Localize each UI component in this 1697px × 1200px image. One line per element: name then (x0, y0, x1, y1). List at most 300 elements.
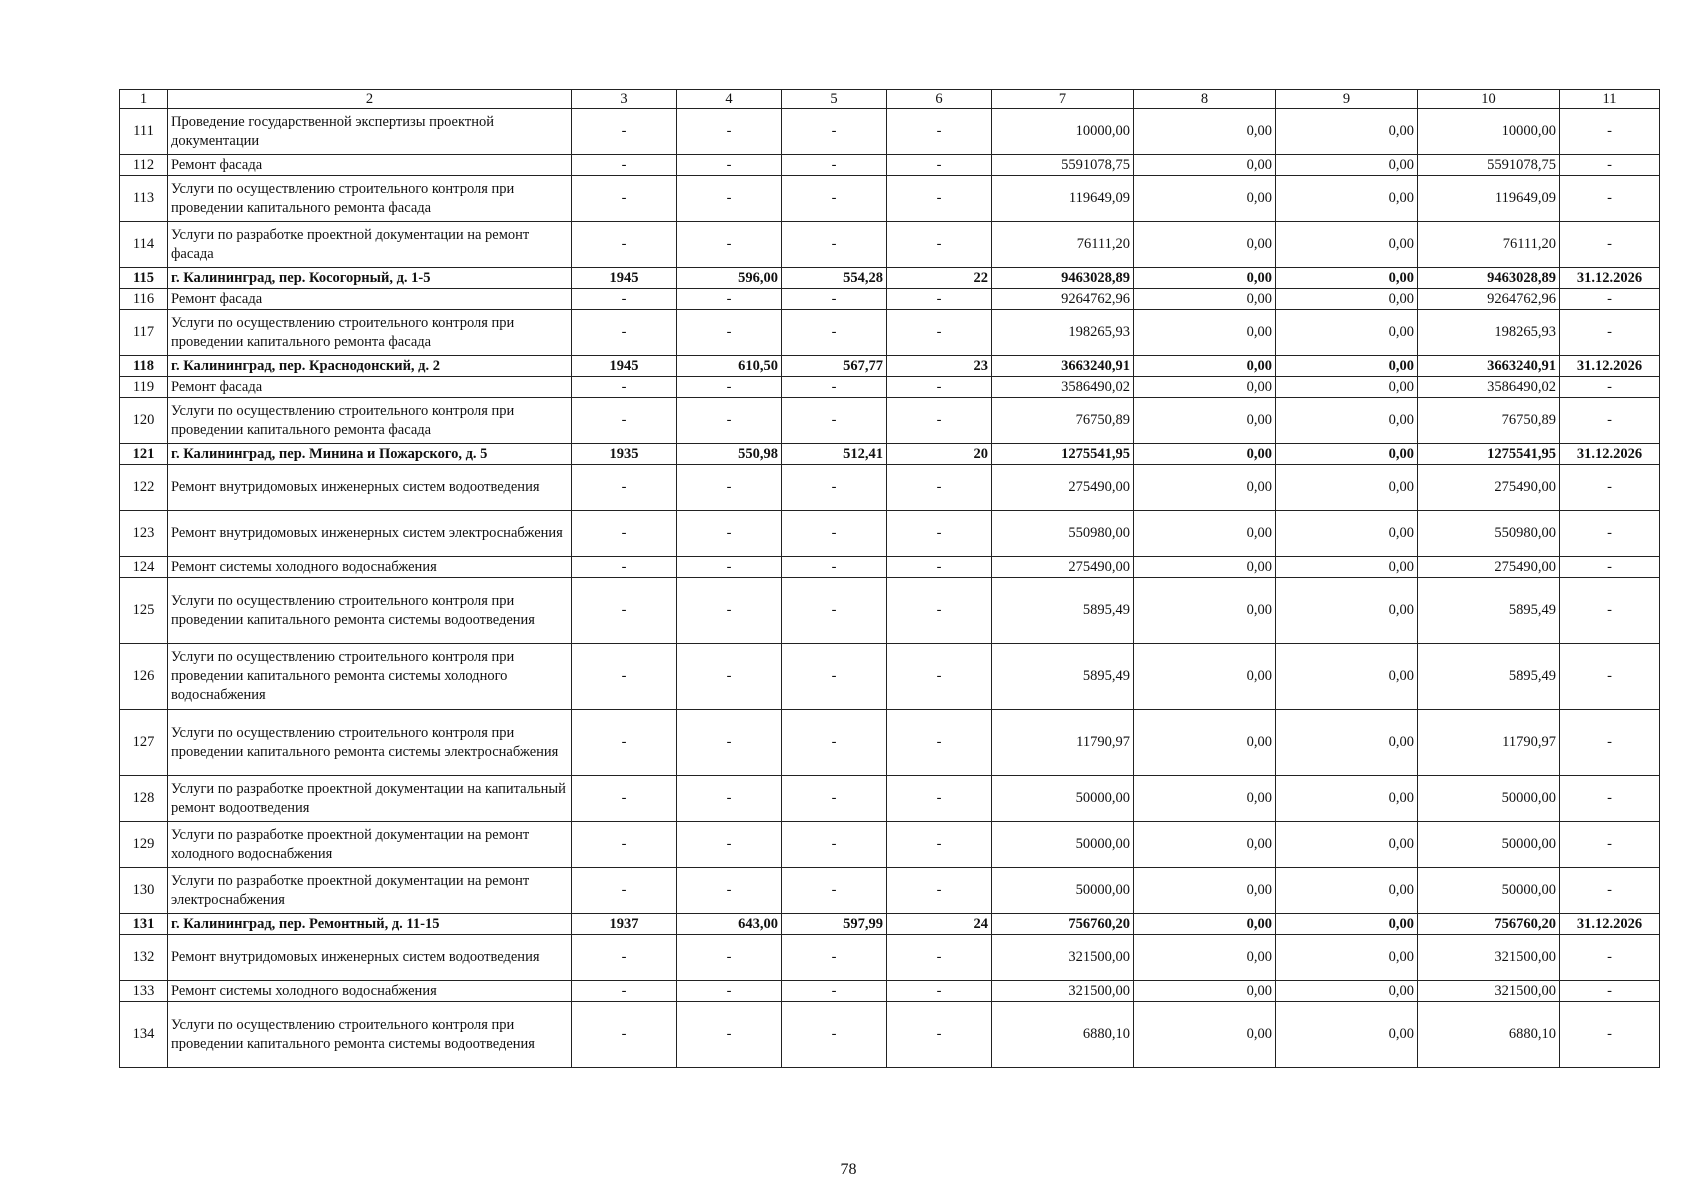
residents-cell: - (887, 644, 992, 710)
cost-cell: 0,00 (1134, 398, 1276, 444)
cost-cell: 0,00 (1134, 935, 1276, 981)
residents-cell: - (887, 557, 992, 578)
table-row (120, 914, 1660, 935)
living-area-cell: - (782, 398, 887, 444)
living-area-cell: - (782, 155, 887, 176)
completion-date-cell: - (1560, 981, 1660, 1002)
page-number: 78 (840, 1161, 857, 1178)
fund-cost-cell: 76750,89 (1418, 398, 1560, 444)
total-area-cell: - (677, 644, 782, 710)
year-cell: 1935 (572, 444, 677, 465)
cost-cell: 0,00 (1134, 557, 1276, 578)
work-description-cell: Услуги по осуществлению строительного контроля при проведении капитального ремонта системы холодного водоснабжения (168, 644, 572, 710)
living-area-cell: 597,99 (782, 914, 887, 935)
residents-cell: - (887, 465, 992, 511)
cost-cell: 0,00 (1134, 822, 1276, 868)
year-cell: - (572, 868, 677, 914)
year-cell: 1945 (572, 356, 677, 377)
fund-cost-cell: 76111,20 (1418, 222, 1560, 268)
total-cost-cell: 9264762,96 (992, 289, 1134, 310)
fund-cost-cell: 321500,00 (1418, 981, 1560, 1002)
completion-date-cell: - (1560, 398, 1660, 444)
year-cell: - (572, 710, 677, 776)
living-area-cell: - (782, 776, 887, 822)
fund-cost-cell: 9463028,89 (1418, 268, 1560, 289)
cost-cell: 0,00 (1276, 511, 1418, 557)
living-area-cell: - (782, 109, 887, 155)
cost-cell: 0,00 (1276, 310, 1418, 356)
total-area-cell: - (677, 822, 782, 868)
residents-cell: - (887, 578, 992, 644)
completion-date-cell: - (1560, 935, 1660, 981)
living-area-cell: - (782, 289, 887, 310)
work-description-cell: Проведение государственной экспертизы проектной документации (168, 109, 572, 155)
cost-cell: 0,00 (1134, 465, 1276, 511)
cost-cell: 0,00 (1276, 289, 1418, 310)
cost-cell: 0,00 (1134, 176, 1276, 222)
total-cost-cell: 76750,89 (992, 398, 1134, 444)
header-cell: 6 (887, 90, 992, 109)
cost-cell: 0,00 (1276, 935, 1418, 981)
year-cell: - (572, 222, 677, 268)
fund-cost-cell: 5591078,75 (1418, 155, 1560, 176)
cost-cell: 0,00 (1134, 444, 1276, 465)
year-cell: - (572, 981, 677, 1002)
header-cell: 11 (1560, 90, 1660, 109)
row-number-cell: 132 (120, 935, 168, 981)
cost-cell: 0,00 (1276, 557, 1418, 578)
living-area-cell: - (782, 822, 887, 868)
cost-cell: 0,00 (1134, 644, 1276, 710)
year-cell: - (572, 557, 677, 578)
fund-cost-cell: 275490,00 (1418, 465, 1560, 511)
total-cost-cell: 321500,00 (992, 981, 1134, 1002)
residents-cell: - (887, 868, 992, 914)
total-area-cell: 596,00 (677, 268, 782, 289)
table-row (120, 644, 1660, 710)
residents-cell: - (887, 222, 992, 268)
row-number-cell: 131 (120, 914, 168, 935)
total-cost-cell: 5591078,75 (992, 155, 1134, 176)
cost-cell: 0,00 (1276, 109, 1418, 155)
row-number-cell: 114 (120, 222, 168, 268)
header-cell: 8 (1134, 90, 1276, 109)
living-area-cell: - (782, 935, 887, 981)
total-area-cell: - (677, 776, 782, 822)
row-number-cell: 118 (120, 356, 168, 377)
work-description-cell: г. Калининград, пер. Косогорный, д. 1-5 (168, 268, 572, 289)
total-cost-cell: 119649,09 (992, 176, 1134, 222)
work-description-cell: Ремонт системы холодного водоснабжения (168, 981, 572, 1002)
row-number-cell: 127 (120, 710, 168, 776)
residents-cell: - (887, 289, 992, 310)
row-number-cell: 119 (120, 377, 168, 398)
total-cost-cell: 275490,00 (992, 557, 1134, 578)
fund-cost-cell: 50000,00 (1418, 868, 1560, 914)
work-description-cell: Услуги по разработке проектной документации на капитальный ремонт водоотведения (168, 776, 572, 822)
cost-cell: 0,00 (1276, 914, 1418, 935)
work-description-cell: Услуги по разработке проектной документации на ремонт фасада (168, 222, 572, 268)
fund-cost-cell: 5895,49 (1418, 644, 1560, 710)
repair-schedule-table (119, 89, 1660, 1068)
table-row (120, 1002, 1660, 1068)
fund-cost-cell: 3663240,91 (1418, 356, 1560, 377)
total-area-cell: - (677, 868, 782, 914)
cost-cell: 0,00 (1134, 109, 1276, 155)
cost-cell: 0,00 (1134, 377, 1276, 398)
completion-date-cell: - (1560, 578, 1660, 644)
year-cell: - (572, 935, 677, 981)
cost-cell: 0,00 (1134, 914, 1276, 935)
column-number-header-row (120, 90, 1660, 109)
cost-cell: 0,00 (1134, 222, 1276, 268)
table-row (120, 310, 1660, 356)
total-cost-cell: 550980,00 (992, 511, 1134, 557)
living-area-cell: - (782, 981, 887, 1002)
total-area-cell: - (677, 1002, 782, 1068)
residents-cell: - (887, 822, 992, 868)
total-area-cell: 643,00 (677, 914, 782, 935)
table-row (120, 444, 1660, 465)
cost-cell: 0,00 (1134, 356, 1276, 377)
living-area-cell: - (782, 222, 887, 268)
table-row (120, 935, 1660, 981)
table-row (120, 109, 1660, 155)
row-number-cell: 121 (120, 444, 168, 465)
cost-cell: 0,00 (1276, 644, 1418, 710)
total-cost-cell: 1275541,95 (992, 444, 1134, 465)
living-area-cell: - (782, 377, 887, 398)
residents-cell: - (887, 511, 992, 557)
total-area-cell: - (677, 289, 782, 310)
total-area-cell: 610,50 (677, 356, 782, 377)
header-cell: 10 (1418, 90, 1560, 109)
work-description-cell: Ремонт внутридомовых инженерных систем водоотведения (168, 465, 572, 511)
year-cell: 1937 (572, 914, 677, 935)
header-cell: 7 (992, 90, 1134, 109)
fund-cost-cell: 50000,00 (1418, 822, 1560, 868)
cost-cell: 0,00 (1134, 289, 1276, 310)
work-description-cell: г. Калининград, пер. Краснодонский, д. 2 (168, 356, 572, 377)
total-cost-cell: 50000,00 (992, 822, 1134, 868)
year-cell: - (572, 155, 677, 176)
row-number-cell: 125 (120, 578, 168, 644)
fund-cost-cell: 119649,09 (1418, 176, 1560, 222)
header-cell: 3 (572, 90, 677, 109)
work-description-cell: г. Калининград, пер. Минина и Пожарского, д. 5 (168, 444, 572, 465)
table-row (120, 356, 1660, 377)
cost-cell: 0,00 (1276, 465, 1418, 511)
row-number-cell: 117 (120, 310, 168, 356)
total-cost-cell: 321500,00 (992, 935, 1134, 981)
completion-date-cell: - (1560, 377, 1660, 398)
total-area-cell: - (677, 222, 782, 268)
work-description-cell: Услуги по осуществлению строительного контроля при проведении капитального ремонта фасада (168, 176, 572, 222)
row-number-cell: 133 (120, 981, 168, 1002)
fund-cost-cell: 11790,97 (1418, 710, 1560, 776)
row-number-cell: 128 (120, 776, 168, 822)
total-cost-cell: 10000,00 (992, 109, 1134, 155)
living-area-cell: 567,77 (782, 356, 887, 377)
row-number-cell: 134 (120, 1002, 168, 1068)
total-area-cell: - (677, 578, 782, 644)
fund-cost-cell: 275490,00 (1418, 557, 1560, 578)
table-row (120, 398, 1660, 444)
residents-cell: - (887, 981, 992, 1002)
residents-cell: - (887, 155, 992, 176)
completion-date-cell: - (1560, 710, 1660, 776)
header-cell: 5 (782, 90, 887, 109)
total-area-cell: - (677, 557, 782, 578)
year-cell: 1945 (572, 268, 677, 289)
living-area-cell: - (782, 578, 887, 644)
year-cell: - (572, 310, 677, 356)
year-cell: - (572, 644, 677, 710)
table-row (120, 176, 1660, 222)
total-cost-cell: 198265,93 (992, 310, 1134, 356)
cost-cell: 0,00 (1276, 578, 1418, 644)
table-row (120, 981, 1660, 1002)
completion-date-cell: 31.12.2026 (1560, 914, 1660, 935)
cost-cell: 0,00 (1276, 377, 1418, 398)
total-cost-cell: 275490,00 (992, 465, 1134, 511)
total-cost-cell: 5895,49 (992, 578, 1134, 644)
total-cost-cell: 5895,49 (992, 644, 1134, 710)
total-area-cell: - (677, 155, 782, 176)
table-row (120, 155, 1660, 176)
residents-cell: - (887, 935, 992, 981)
cost-cell: 0,00 (1134, 868, 1276, 914)
year-cell: - (572, 377, 677, 398)
completion-date-cell: 31.12.2026 (1560, 268, 1660, 289)
year-cell: - (572, 289, 677, 310)
fund-cost-cell: 321500,00 (1418, 935, 1560, 981)
completion-date-cell: - (1560, 644, 1660, 710)
completion-date-cell: - (1560, 776, 1660, 822)
cost-cell: 0,00 (1276, 981, 1418, 1002)
completion-date-cell: - (1560, 868, 1660, 914)
living-area-cell: - (782, 644, 887, 710)
total-cost-cell: 3586490,02 (992, 377, 1134, 398)
living-area-cell: 512,41 (782, 444, 887, 465)
row-number-cell: 123 (120, 511, 168, 557)
total-area-cell: - (677, 310, 782, 356)
work-description-cell: Услуги по осуществлению строительного контроля при проведении капитального ремонта системы водоотведения (168, 1002, 572, 1068)
total-cost-cell: 756760,20 (992, 914, 1134, 935)
total-area-cell: - (677, 398, 782, 444)
work-description-cell: Услуги по осуществлению строительного контроля при проведении капитального ремонта фасада (168, 398, 572, 444)
work-description-cell: Ремонт фасада (168, 155, 572, 176)
table-row (120, 289, 1660, 310)
living-area-cell: - (782, 868, 887, 914)
completion-date-cell: - (1560, 222, 1660, 268)
work-description-cell: Ремонт внутридомовых инженерных систем водоотведения (168, 935, 572, 981)
row-number-cell: 130 (120, 868, 168, 914)
work-description-cell: Ремонт фасада (168, 377, 572, 398)
work-description-cell: Ремонт внутридомовых инженерных систем электроснабжения (168, 511, 572, 557)
residents-cell: - (887, 109, 992, 155)
fund-cost-cell: 550980,00 (1418, 511, 1560, 557)
cost-cell: 0,00 (1134, 310, 1276, 356)
completion-date-cell: - (1560, 511, 1660, 557)
living-area-cell: - (782, 176, 887, 222)
living-area-cell: - (782, 310, 887, 356)
cost-cell: 0,00 (1276, 710, 1418, 776)
living-area-cell: 554,28 (782, 268, 887, 289)
total-cost-cell: 50000,00 (992, 868, 1134, 914)
table-row (120, 377, 1660, 398)
living-area-cell: - (782, 511, 887, 557)
row-number-cell: 116 (120, 289, 168, 310)
completion-date-cell: - (1560, 289, 1660, 310)
row-number-cell: 124 (120, 557, 168, 578)
cost-cell: 0,00 (1134, 776, 1276, 822)
year-cell: - (572, 822, 677, 868)
table-row (120, 710, 1660, 776)
residents-cell: - (887, 176, 992, 222)
table-row (120, 511, 1660, 557)
table-row (120, 578, 1660, 644)
cost-cell: 0,00 (1134, 981, 1276, 1002)
total-area-cell: - (677, 511, 782, 557)
residents-cell: 20 (887, 444, 992, 465)
living-area-cell: - (782, 557, 887, 578)
cost-cell: 0,00 (1134, 155, 1276, 176)
total-cost-cell: 9463028,89 (992, 268, 1134, 289)
year-cell: - (572, 776, 677, 822)
row-number-cell: 115 (120, 268, 168, 289)
total-area-cell: - (677, 176, 782, 222)
row-number-cell: 113 (120, 176, 168, 222)
living-area-cell: - (782, 1002, 887, 1068)
row-number-cell: 126 (120, 644, 168, 710)
work-description-cell: Ремонт фасада (168, 289, 572, 310)
year-cell: - (572, 109, 677, 155)
year-cell: - (572, 578, 677, 644)
completion-date-cell: 31.12.2026 (1560, 356, 1660, 377)
completion-date-cell: - (1560, 1002, 1660, 1068)
row-number-cell: 122 (120, 465, 168, 511)
completion-date-cell: - (1560, 557, 1660, 578)
table-row (120, 222, 1660, 268)
total-cost-cell: 76111,20 (992, 222, 1134, 268)
living-area-cell: - (782, 710, 887, 776)
completion-date-cell: 31.12.2026 (1560, 444, 1660, 465)
total-area-cell: - (677, 109, 782, 155)
completion-date-cell: - (1560, 822, 1660, 868)
total-cost-cell: 6880,10 (992, 1002, 1134, 1068)
total-area-cell: - (677, 465, 782, 511)
fund-cost-cell: 198265,93 (1418, 310, 1560, 356)
residents-cell: 22 (887, 268, 992, 289)
fund-cost-cell: 50000,00 (1418, 776, 1560, 822)
table-row (120, 868, 1660, 914)
table-row (120, 822, 1660, 868)
row-number-cell: 111 (120, 109, 168, 155)
total-area-cell: 550,98 (677, 444, 782, 465)
fund-cost-cell: 1275541,95 (1418, 444, 1560, 465)
cost-cell: 0,00 (1276, 444, 1418, 465)
cost-cell: 0,00 (1276, 868, 1418, 914)
cost-cell: 0,00 (1134, 1002, 1276, 1068)
completion-date-cell: - (1560, 310, 1660, 356)
work-description-cell: Услуги по разработке проектной документации на ремонт электроснабжения (168, 868, 572, 914)
year-cell: - (572, 1002, 677, 1068)
residents-cell: - (887, 377, 992, 398)
completion-date-cell: - (1560, 109, 1660, 155)
row-number-cell: 112 (120, 155, 168, 176)
header-cell: 2 (168, 90, 572, 109)
work-description-cell: Услуги по осуществлению строительного контроля при проведении капитального ремонта системы электроснабжения (168, 710, 572, 776)
cost-cell: 0,00 (1276, 356, 1418, 377)
cost-cell: 0,00 (1276, 155, 1418, 176)
table-row (120, 465, 1660, 511)
table-row (120, 776, 1660, 822)
fund-cost-cell: 9264762,96 (1418, 289, 1560, 310)
fund-cost-cell: 3586490,02 (1418, 377, 1560, 398)
fund-cost-cell: 5895,49 (1418, 578, 1560, 644)
completion-date-cell: - (1560, 155, 1660, 176)
total-cost-cell: 50000,00 (992, 776, 1134, 822)
table-row (120, 557, 1660, 578)
completion-date-cell: - (1560, 176, 1660, 222)
row-number-cell: 129 (120, 822, 168, 868)
cost-cell: 0,00 (1276, 822, 1418, 868)
total-area-cell: - (677, 377, 782, 398)
work-description-cell: Ремонт системы холодного водоснабжения (168, 557, 572, 578)
header-cell: 1 (120, 90, 168, 109)
fund-cost-cell: 6880,10 (1418, 1002, 1560, 1068)
work-description-cell: Услуги по осуществлению строительного контроля при проведении капитального ремонта фасада (168, 310, 572, 356)
work-description-cell: Услуги по осуществлению строительного контроля при проведении капитального ремонта системы водоотведения (168, 578, 572, 644)
cost-cell: 0,00 (1276, 398, 1418, 444)
cost-cell: 0,00 (1276, 268, 1418, 289)
cost-cell: 0,00 (1276, 222, 1418, 268)
residents-cell: - (887, 776, 992, 822)
total-area-cell: - (677, 710, 782, 776)
cost-cell: 0,00 (1276, 1002, 1418, 1068)
header-cell: 9 (1276, 90, 1418, 109)
residents-cell: - (887, 710, 992, 776)
year-cell: - (572, 176, 677, 222)
row-number-cell: 120 (120, 398, 168, 444)
residents-cell: 24 (887, 914, 992, 935)
total-area-cell: - (677, 981, 782, 1002)
cost-cell: 0,00 (1276, 776, 1418, 822)
table-row (120, 268, 1660, 289)
cost-cell: 0,00 (1134, 710, 1276, 776)
work-description-cell: г. Калининград, пер. Ремонтный, д. 11-15 (168, 914, 572, 935)
cost-cell: 0,00 (1276, 176, 1418, 222)
cost-cell: 0,00 (1134, 511, 1276, 557)
total-cost-cell: 11790,97 (992, 710, 1134, 776)
residents-cell: - (887, 398, 992, 444)
completion-date-cell: - (1560, 465, 1660, 511)
total-area-cell: - (677, 935, 782, 981)
residents-cell: - (887, 310, 992, 356)
living-area-cell: - (782, 465, 887, 511)
total-cost-cell: 3663240,91 (992, 356, 1134, 377)
year-cell: - (572, 398, 677, 444)
cost-cell: 0,00 (1134, 578, 1276, 644)
fund-cost-cell: 756760,20 (1418, 914, 1560, 935)
cost-cell: 0,00 (1134, 268, 1276, 289)
fund-cost-cell: 10000,00 (1418, 109, 1560, 155)
year-cell: - (572, 511, 677, 557)
residents-cell: - (887, 1002, 992, 1068)
header-cell: 4 (677, 90, 782, 109)
work-description-cell: Услуги по разработке проектной документации на ремонт холодного водоснабжения (168, 822, 572, 868)
